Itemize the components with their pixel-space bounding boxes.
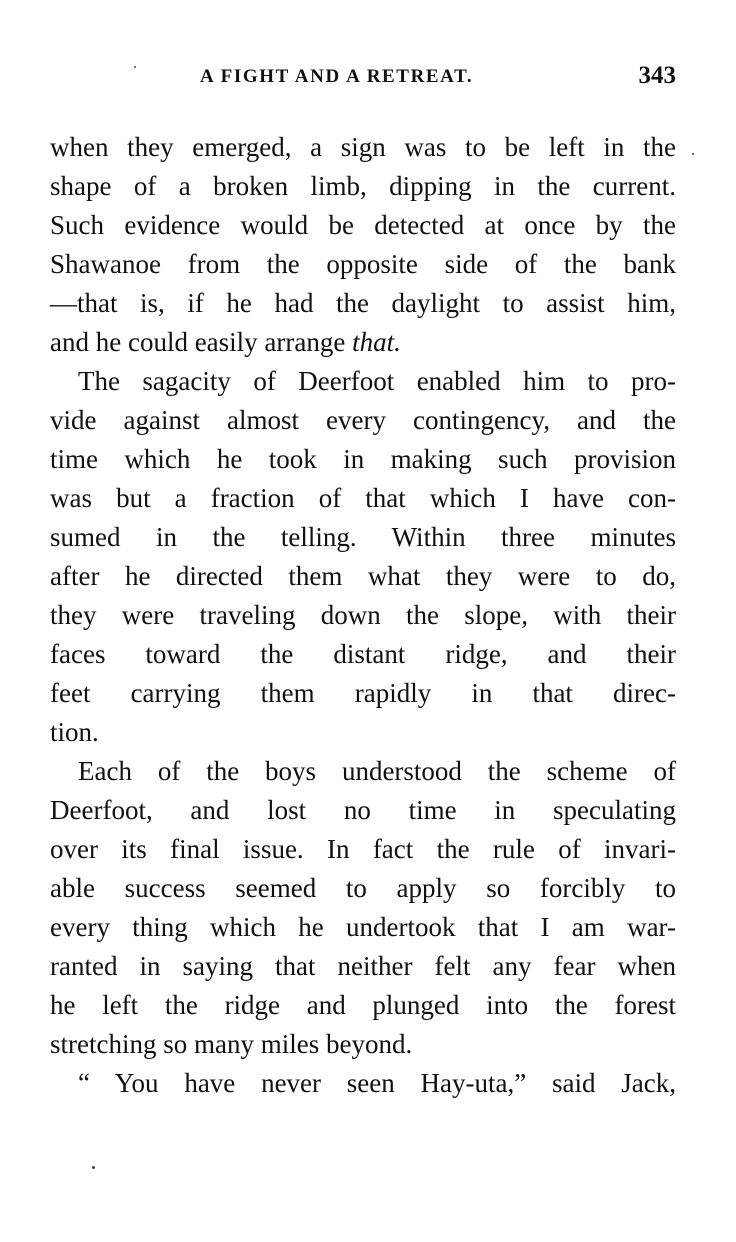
print-speck xyxy=(134,66,136,68)
text-line: after he directed them what they were to do, xyxy=(50,561,676,591)
text-line: feet carrying them rapidly in that direc- xyxy=(50,678,676,708)
text-line-prefix: and he could easily arrange xyxy=(50,327,353,357)
text-line: vide against almost every contingency, and the xyxy=(50,405,676,435)
text-line: faces toward the distant ridge, and their xyxy=(50,639,676,669)
running-head xyxy=(50,62,676,96)
text-line: Deerfoot, and lost no time in speculating xyxy=(50,795,676,825)
print-speck xyxy=(92,1166,95,1169)
text-line: tion. xyxy=(50,717,99,747)
text-line: over its final issue. In fact the rule of invari- xyxy=(50,834,676,864)
text-line: able success seemed to apply so forcibly to xyxy=(50,873,676,903)
paragraph-4 xyxy=(50,1064,676,1103)
text-line: ranted in saying that neither felt any fear when xyxy=(50,951,676,981)
paragraph-3 xyxy=(50,752,676,1064)
emphasized-word: that. xyxy=(352,327,401,357)
text-line: sumed in the telling. Within three minutes xyxy=(50,522,676,552)
paragraph-1 xyxy=(50,128,676,362)
print-speck xyxy=(692,153,694,155)
text-line: stretching so many miles beyond. xyxy=(50,1029,413,1059)
text-line: time which he took in making such provision xyxy=(50,444,676,474)
text-line xyxy=(50,323,676,362)
body-text xyxy=(50,128,676,1103)
text-line: Each of the boys understood the scheme of xyxy=(78,756,676,786)
text-line: —that is, if he had the daylight to assist him, xyxy=(50,288,676,318)
text-line: Shawanoe from the opposite side of the bank xyxy=(50,249,676,279)
text-line: The sagacity of Deerfoot enabled him to pro- xyxy=(78,366,676,396)
running-title: A FIGHT AND A RETREAT. xyxy=(200,66,474,87)
paragraph-2 xyxy=(50,362,676,752)
text-line: every thing which he undertook that I am war- xyxy=(50,912,676,942)
text-line: “ You have never seen Hay-uta,” said Jack, xyxy=(78,1068,676,1098)
text-line: when they emerged, a sign was to be left in the xyxy=(50,132,676,162)
text-line: Such evidence would be detected at once by the xyxy=(50,210,676,240)
text-line: shape of a broken limb, dipping in the current. xyxy=(50,171,676,201)
text-line: he left the ridge and plunged into the forest xyxy=(50,990,676,1020)
text-line: was but a fraction of that which I have con- xyxy=(50,483,676,513)
page-number: 343 xyxy=(638,62,676,89)
text-line: they were traveling down the slope, with their xyxy=(50,600,676,630)
